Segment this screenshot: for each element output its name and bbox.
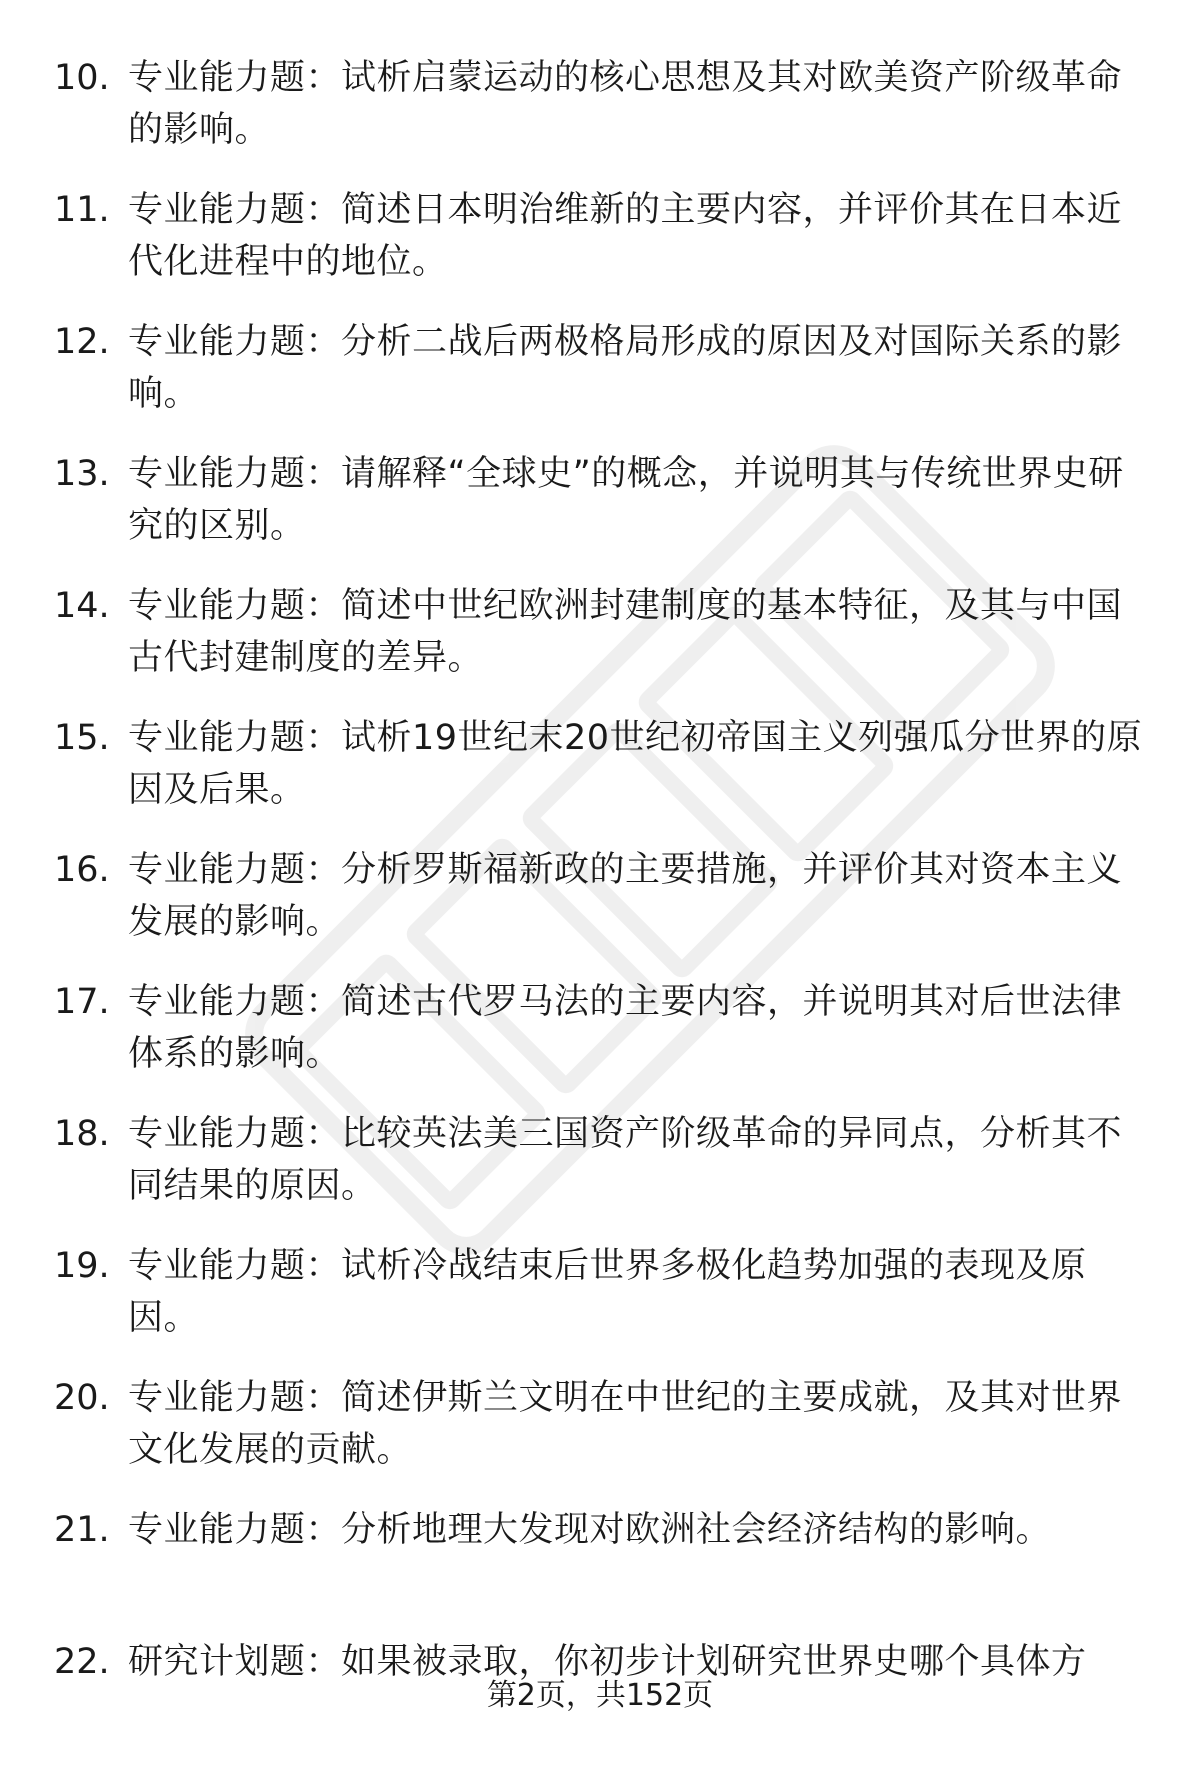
question-text: 专业能力题：分析二战后两极格局形成的原因及对国际关系的影响。 (128, 322, 1123, 414)
question-text: 专业能力题：比较英法美三国资产阶级革命的异同点，分析其不同结果的原因。 (128, 1114, 1123, 1206)
question-text: 专业能力题：简述伊斯兰文明在中世纪的主要成就，及其对世界文化发展的贡献。 (128, 1378, 1123, 1470)
question-text: 专业能力题：分析罗斯福新政的主要措施，并评价其对资本主义发展的影响。 (128, 850, 1123, 942)
question-number: 18. (54, 1114, 110, 1154)
question-number: 12. (54, 322, 110, 362)
question-number: 20. (54, 1378, 110, 1418)
question-list (0, 52, 1200, 1768)
question-item (0, 448, 1200, 580)
page-number-footer: 第2页，共152页 (486, 1678, 714, 1713)
question-number: 16. (54, 850, 110, 890)
question-item (0, 184, 1200, 316)
question-text: 研究计划题：如果被录取，你初步计划研究世界史哪个具体方 (128, 1642, 1087, 1682)
question-text: 专业能力题：试析冷战结束后世界多极化趋势加强的表现及原因。 (128, 1246, 1087, 1338)
question-text: 专业能力题：试析19世纪末20世纪初帝国主义列强瓜分世界的原因及后果。 (128, 718, 1143, 810)
question-item (0, 316, 1200, 448)
question-text: 专业能力题：简述古代罗马法的主要内容，并说明其对后世法律体系的影响。 (128, 982, 1123, 1074)
question-text: 专业能力题：简述日本明治维新的主要内容，并评价其在日本近代化进程中的地位。 (128, 190, 1123, 282)
question-number: 13. (54, 454, 110, 494)
question-number: 14. (54, 586, 110, 626)
question-number: 17. (54, 982, 110, 1022)
question-item (0, 1504, 1200, 1636)
question-number: 19. (54, 1246, 110, 1286)
question-text: 专业能力题：请解释“全球史”的概念，并说明其与传统世界史研究的区别。 (128, 454, 1124, 546)
question-item (0, 844, 1200, 976)
question-number: 15. (54, 718, 110, 758)
question-text: 专业能力题：分析地理大发现对欧洲社会经济结构的影响。 (128, 1510, 1052, 1550)
question-item (0, 976, 1200, 1108)
question-number: 21. (54, 1510, 110, 1550)
question-text: 专业能力题：简述中世纪欧洲封建制度的基本特征，及其与中国古代封建制度的差异。 (128, 586, 1123, 678)
question-item (0, 1372, 1200, 1504)
question-text: 专业能力题：试析启蒙运动的核心思想及其对欧美资产阶级革命的影响。 (128, 58, 1123, 150)
question-item (0, 712, 1200, 844)
question-item (0, 52, 1200, 184)
question-item (0, 1108, 1200, 1240)
question-item (0, 1240, 1200, 1372)
question-item (0, 580, 1200, 712)
question-number: 22. (54, 1642, 110, 1682)
question-number: 11. (54, 190, 110, 230)
question-number: 10. (54, 58, 110, 98)
